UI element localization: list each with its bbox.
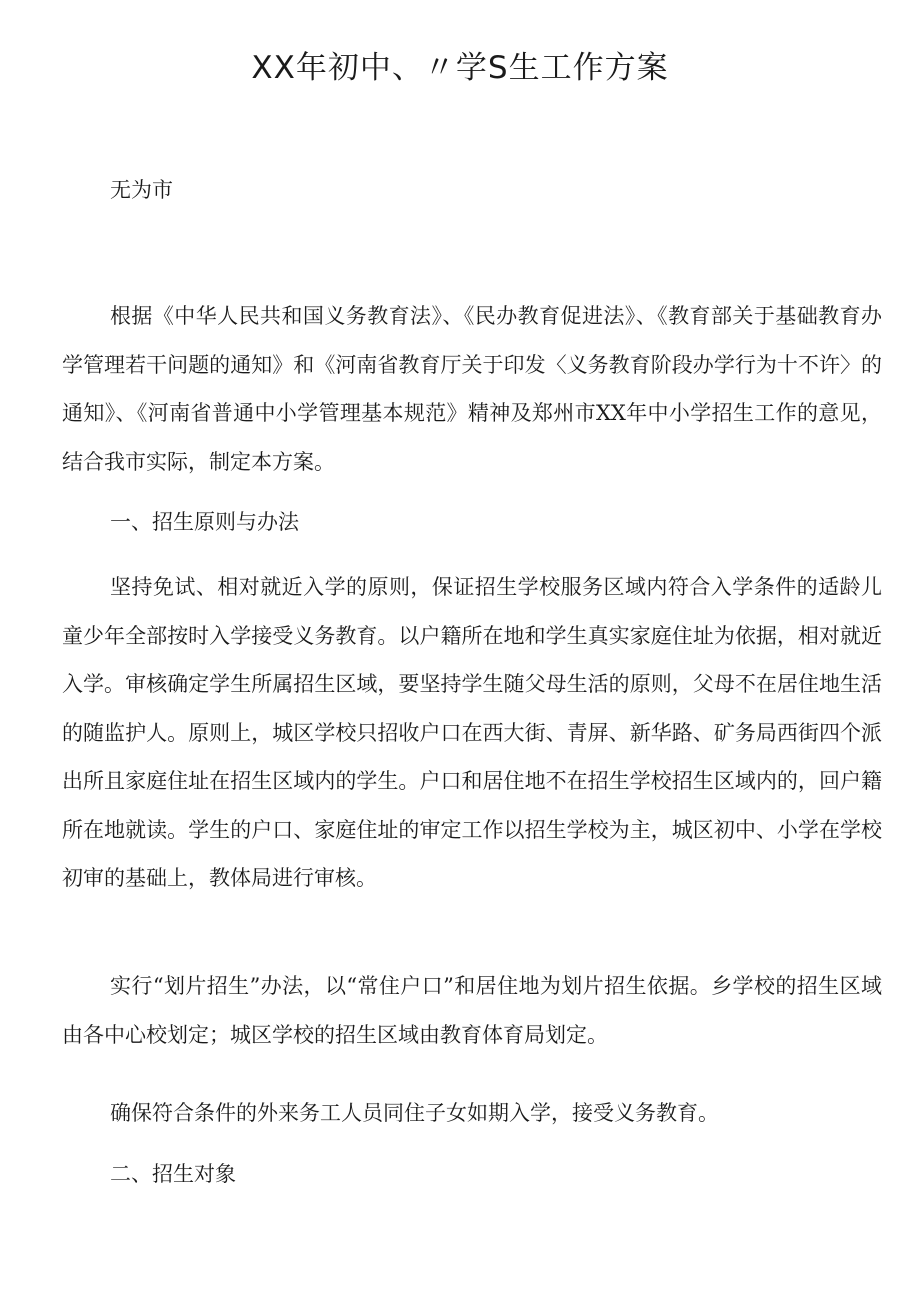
section-heading-targets: 二、招生对象 — [110, 1162, 236, 1186]
document-title: XX年初中、〃学S生工作方案 — [251, 50, 669, 86]
section-heading-principles: 一、招生原则与办法 — [110, 510, 299, 534]
intro-paragraph: 根据《中华人民共和国义务教育法》、《民办教育促进法》、《教育部关于基础教育办学管理若干问题的通知》和《河南省教育厅关于印发〈义务教育阶段办学行为十不许〉的通知》、《河南省普通中小学管理基本规范》精神及郑州市XX年中小学招生工作的意见，结合我市实际，制定本方案。 — [62, 304, 882, 474]
zoning-paragraph: 实行“划片招生”办法，以“常住户口”和居住地为划片招生依据。乡学校的招生区域由各中心校划定；城区学校的招生区域由教育体育局划定。 — [62, 974, 882, 1047]
migrant-children-paragraph: 确保符合条件的外来务工人员同住子女如期入学，接受义务教育。 — [110, 1101, 719, 1125]
principles-paragraph: 坚持免试、相对就近入学的原则，保证招生学校服务区域内符合入学条件的适龄儿童少年全部按时入学接受义务教育。以户籍所在地和学生真实家庭住址为依据，相对就近入学。审核确定学生所属招生区域，要坚持学生随父母生活的原则，父母不在居住地生活的随监护人。原则上，城区学校只招收户口在西大街、青屏、新华路、矿务局西街四个派出所且家庭住址在招生区域内的学生。户口和居住地不在招生学校招生区域内的，回户籍所在地就读。学生的户口、家庭住址的审定工作以招生学校为主，城区初中、小学在学校初审的基础上，教体局进行审核。 — [62, 575, 882, 890]
document-author: 无为市 — [110, 178, 173, 202]
